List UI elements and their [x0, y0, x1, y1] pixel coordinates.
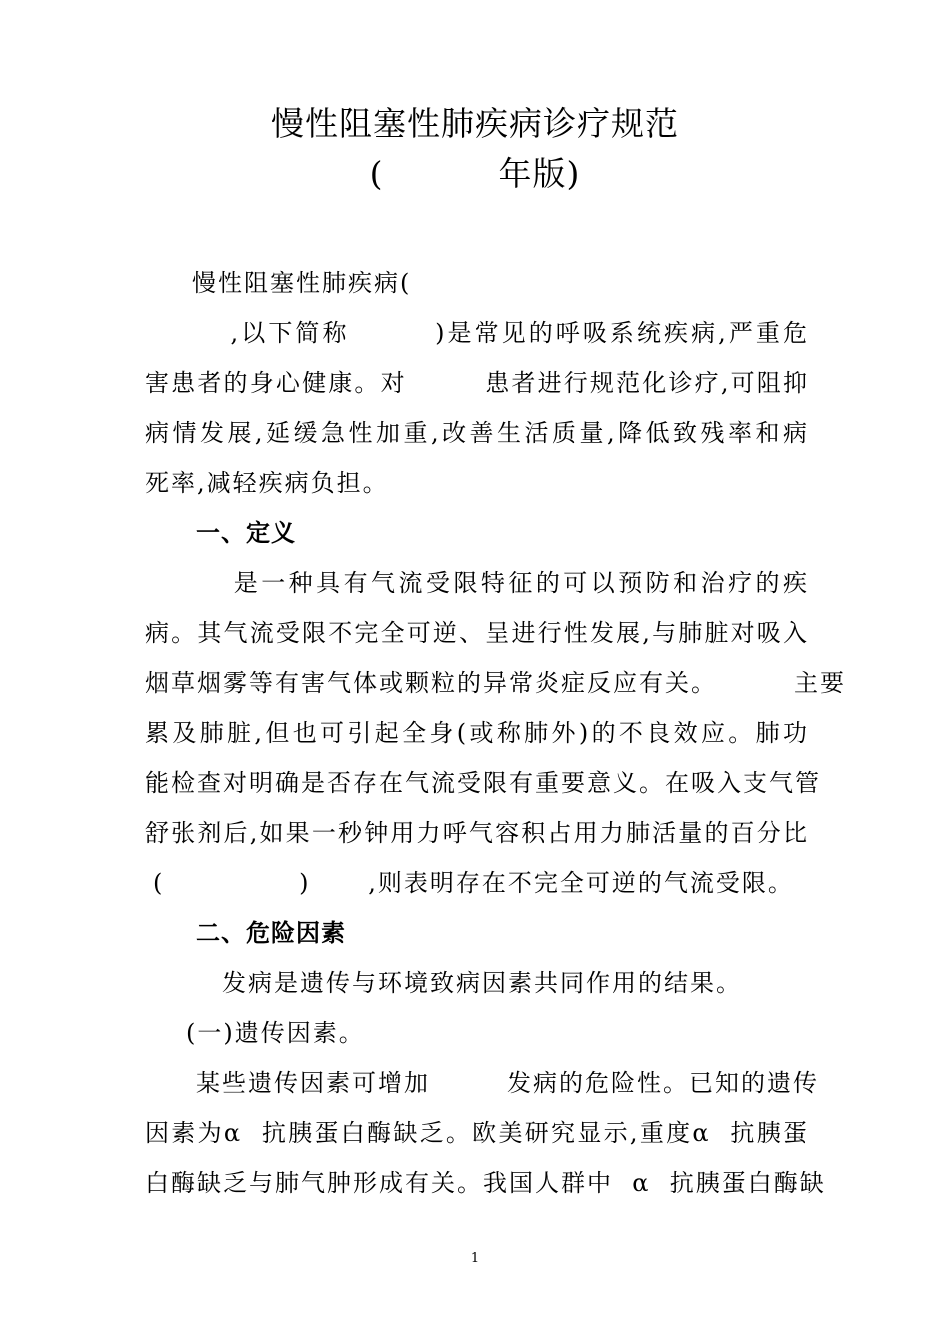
text-line: ,以下简称 )是常见的呼吸系统疾病,严重危 — [145, 319, 809, 347]
text-line: 发病是遗传与环境致病因素共同作用的结果。 — [145, 969, 743, 997]
text-line: 害患者的身心健康。对 患者进行规范化诊疗,可阻抑 — [145, 369, 809, 397]
text-line: 白酶缺乏与肺气肿形成有关。我国人群中 α 抗胰蛋白酶缺 — [145, 1169, 826, 1197]
text-line: 舒张剂后,如果一秒钟用力呼气容积占用力肺活量的百分比 — [145, 819, 809, 847]
text-line: 病。其气流受限不完全可逆、呈进行性发展,与肺脏对吸入 — [145, 619, 809, 647]
text-line: 是一种具有气流受限特征的可以预防和治疗的疾 — [145, 569, 809, 597]
subsection-heading: (一)遗传因素。 — [186, 1019, 365, 1047]
text-line: ( ) ,则表明存在不完全可逆的气流受限。 — [153, 869, 794, 897]
section-heading: 二、危险因素 — [196, 919, 346, 947]
text-line: 死率,减轻疾病负担。 — [145, 469, 389, 497]
text-line: 某些遗传因素可增加 发病的危险性。已知的遗传 — [196, 1069, 820, 1097]
text-line: 能检查对明确是否存在气流受限有重要意义。在吸入支气管 — [145, 769, 821, 797]
text-line: 因素为α 抗胰蛋白酶缺乏。欧美研究显示,重度α 抗胰蛋 — [145, 1119, 809, 1147]
text-line: 烟草烟雾等有害气体或颗粒的异常炎症反应有关。 主要 — [145, 669, 847, 697]
section-heading: 一、定义 — [196, 519, 296, 547]
page-number: 1 — [470, 1251, 480, 1266]
document-title: 慢性阻塞性肺疾病诊疗规范 — [271, 104, 679, 143]
text-line: 累及肺脏,但也可引起全身(或称肺外)的不良效应。肺功 — [145, 719, 809, 747]
document-subtitle: ( 年版) — [369, 154, 581, 193]
text-line: 慢性阻塞性肺疾病( — [192, 269, 412, 297]
text-line: 病情发展,延缓急性加重,改善生活质量,降低致残率和病 — [145, 419, 809, 447]
